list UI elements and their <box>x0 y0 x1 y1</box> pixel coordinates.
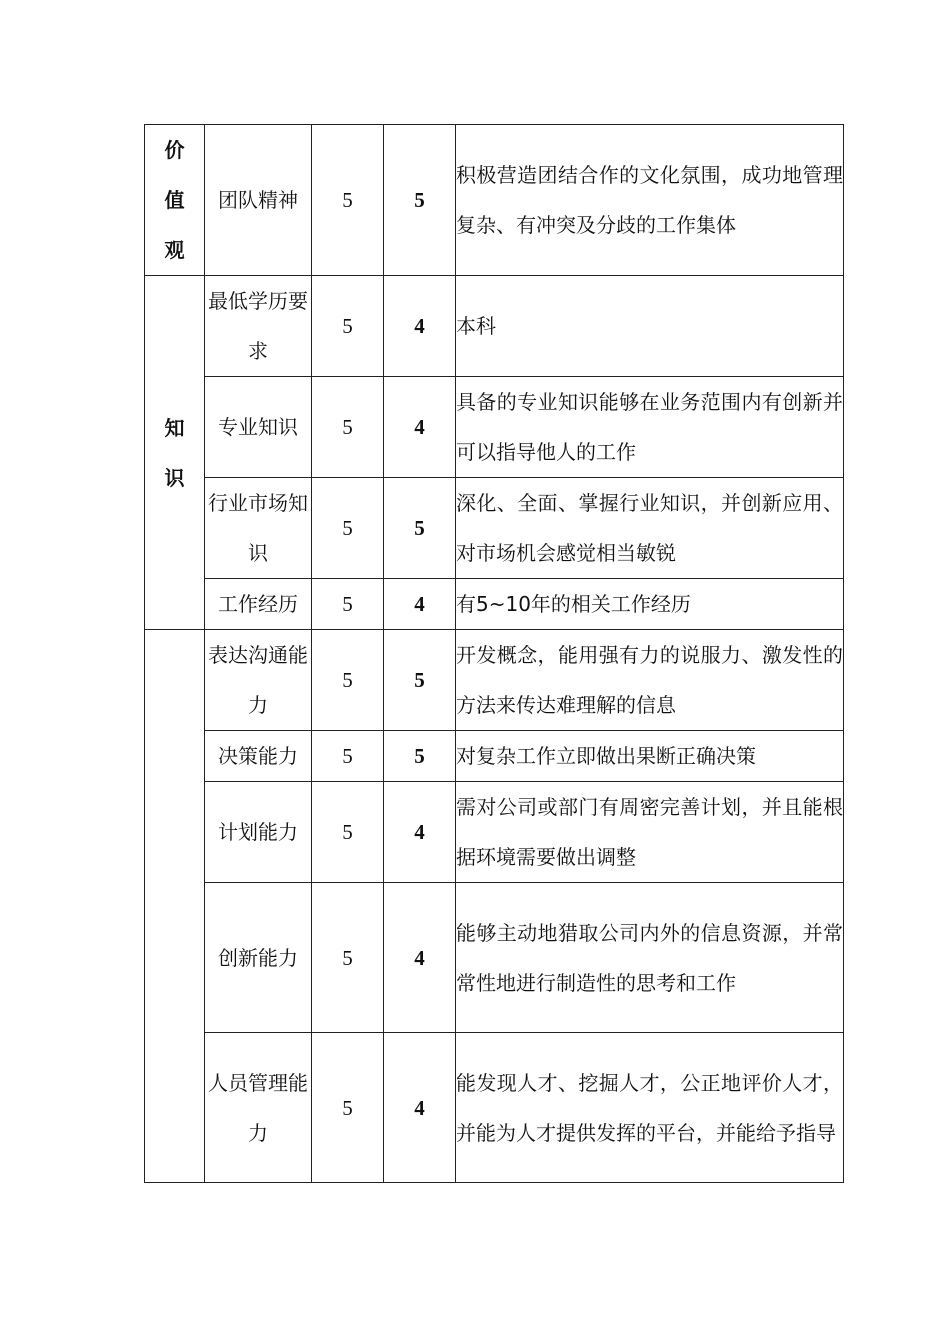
category-cell <box>145 630 205 1183</box>
item-cell <box>205 125 312 276</box>
description-text: 对复杂工作立即做出果断正确决策 <box>456 744 756 768</box>
table-row <box>145 377 844 478</box>
description-cell <box>456 630 844 731</box>
item-label: 团队精神 <box>218 188 298 212</box>
score-cell: 5 <box>312 579 384 630</box>
description-text: 开发概念，能用强有力的说服力、激发性的方法来传达难理解的信息 <box>456 643 843 717</box>
score-cell: 5 <box>312 478 384 579</box>
table-row <box>145 276 844 377</box>
description-cell <box>456 782 844 883</box>
table-row <box>145 782 844 883</box>
description-text: 积极营造团结合作的文化氛围，成功地管理复杂、有冲突及分歧的工作集体 <box>456 163 843 237</box>
description-text: 需对公司或部门有周密完善计划，并且能根据环境需要做出调整 <box>456 795 843 869</box>
item-label: 最低学历要求 <box>208 289 308 363</box>
score-cell: 5 <box>312 377 384 478</box>
item-cell <box>205 579 312 630</box>
item-label: 创新能力 <box>218 945 298 970</box>
score-cell: 5 <box>312 276 384 377</box>
item-label: 行业市场知识 <box>208 491 308 565</box>
description-cell <box>456 579 844 630</box>
required-level-cell: 4 <box>384 883 456 1033</box>
required-level-cell: 4 <box>384 276 456 377</box>
table-row <box>145 1033 844 1183</box>
item-label: 决策能力 <box>218 744 298 768</box>
table-row <box>145 579 844 630</box>
description-cell <box>456 125 844 276</box>
table-row <box>145 731 844 782</box>
score-cell: 5 <box>312 630 384 731</box>
item-cell <box>205 782 312 883</box>
required-level-cell: 5 <box>384 478 456 579</box>
item-label: 表达沟通能力 <box>208 643 308 717</box>
table-row <box>145 630 844 731</box>
table-row <box>145 883 844 1033</box>
description-cell <box>456 1033 844 1183</box>
table-row <box>145 478 844 579</box>
category-cell <box>145 276 205 630</box>
required-level-cell: 4 <box>384 782 456 883</box>
description-text: 本科 <box>456 314 496 338</box>
item-label: 专业知识 <box>218 415 298 439</box>
score-cell: 5 <box>312 125 384 276</box>
description-cell <box>456 731 844 782</box>
description-cell <box>456 883 844 1033</box>
item-label: 计划能力 <box>218 820 298 844</box>
score-cell: 5 <box>312 883 384 1033</box>
item-cell <box>205 731 312 782</box>
description-text: 具备的专业知识能够在业务范围内有创新并可以指导他人的工作 <box>456 390 843 464</box>
item-cell <box>205 1033 312 1183</box>
item-label: 工作经历 <box>218 592 298 616</box>
required-level-cell: 5 <box>384 731 456 782</box>
description-text: 能够主动地猎取公司内外的信息资源，并常常性地进行制造性的思考和工作 <box>456 920 843 995</box>
score-cell: 5 <box>312 731 384 782</box>
score-cell: 5 <box>312 1033 384 1183</box>
category-cell <box>145 125 205 276</box>
description-cell <box>456 276 844 377</box>
item-cell <box>205 478 312 579</box>
required-level-cell: 5 <box>384 630 456 731</box>
required-level-cell: 4 <box>384 1033 456 1183</box>
required-level-cell: 5 <box>384 125 456 276</box>
item-cell <box>205 276 312 377</box>
item-cell <box>205 630 312 731</box>
description-cell <box>456 478 844 579</box>
required-level-cell: 4 <box>384 377 456 478</box>
item-cell <box>205 883 312 1033</box>
category-label: 知识 <box>164 415 185 490</box>
table-row <box>145 125 844 276</box>
item-cell <box>205 377 312 478</box>
item-label: 人员管理能力 <box>208 1070 308 1145</box>
required-level-cell: 4 <box>384 579 456 630</box>
description-cell <box>456 377 844 478</box>
description-text: 深化、全面、掌握行业知识，并创新应用、对市场机会感觉相当敏锐 <box>456 491 843 565</box>
score-cell: 5 <box>312 782 384 883</box>
competency-table <box>144 124 844 1183</box>
description-text: 能发现人才、挖掘人才，公正地评价人才，并能为人才提供发挥的平台，并能给予指导 <box>456 1070 843 1145</box>
category-label: 价值观 <box>164 138 185 262</box>
description-text: 有5~10年的相关工作经历 <box>456 592 691 616</box>
